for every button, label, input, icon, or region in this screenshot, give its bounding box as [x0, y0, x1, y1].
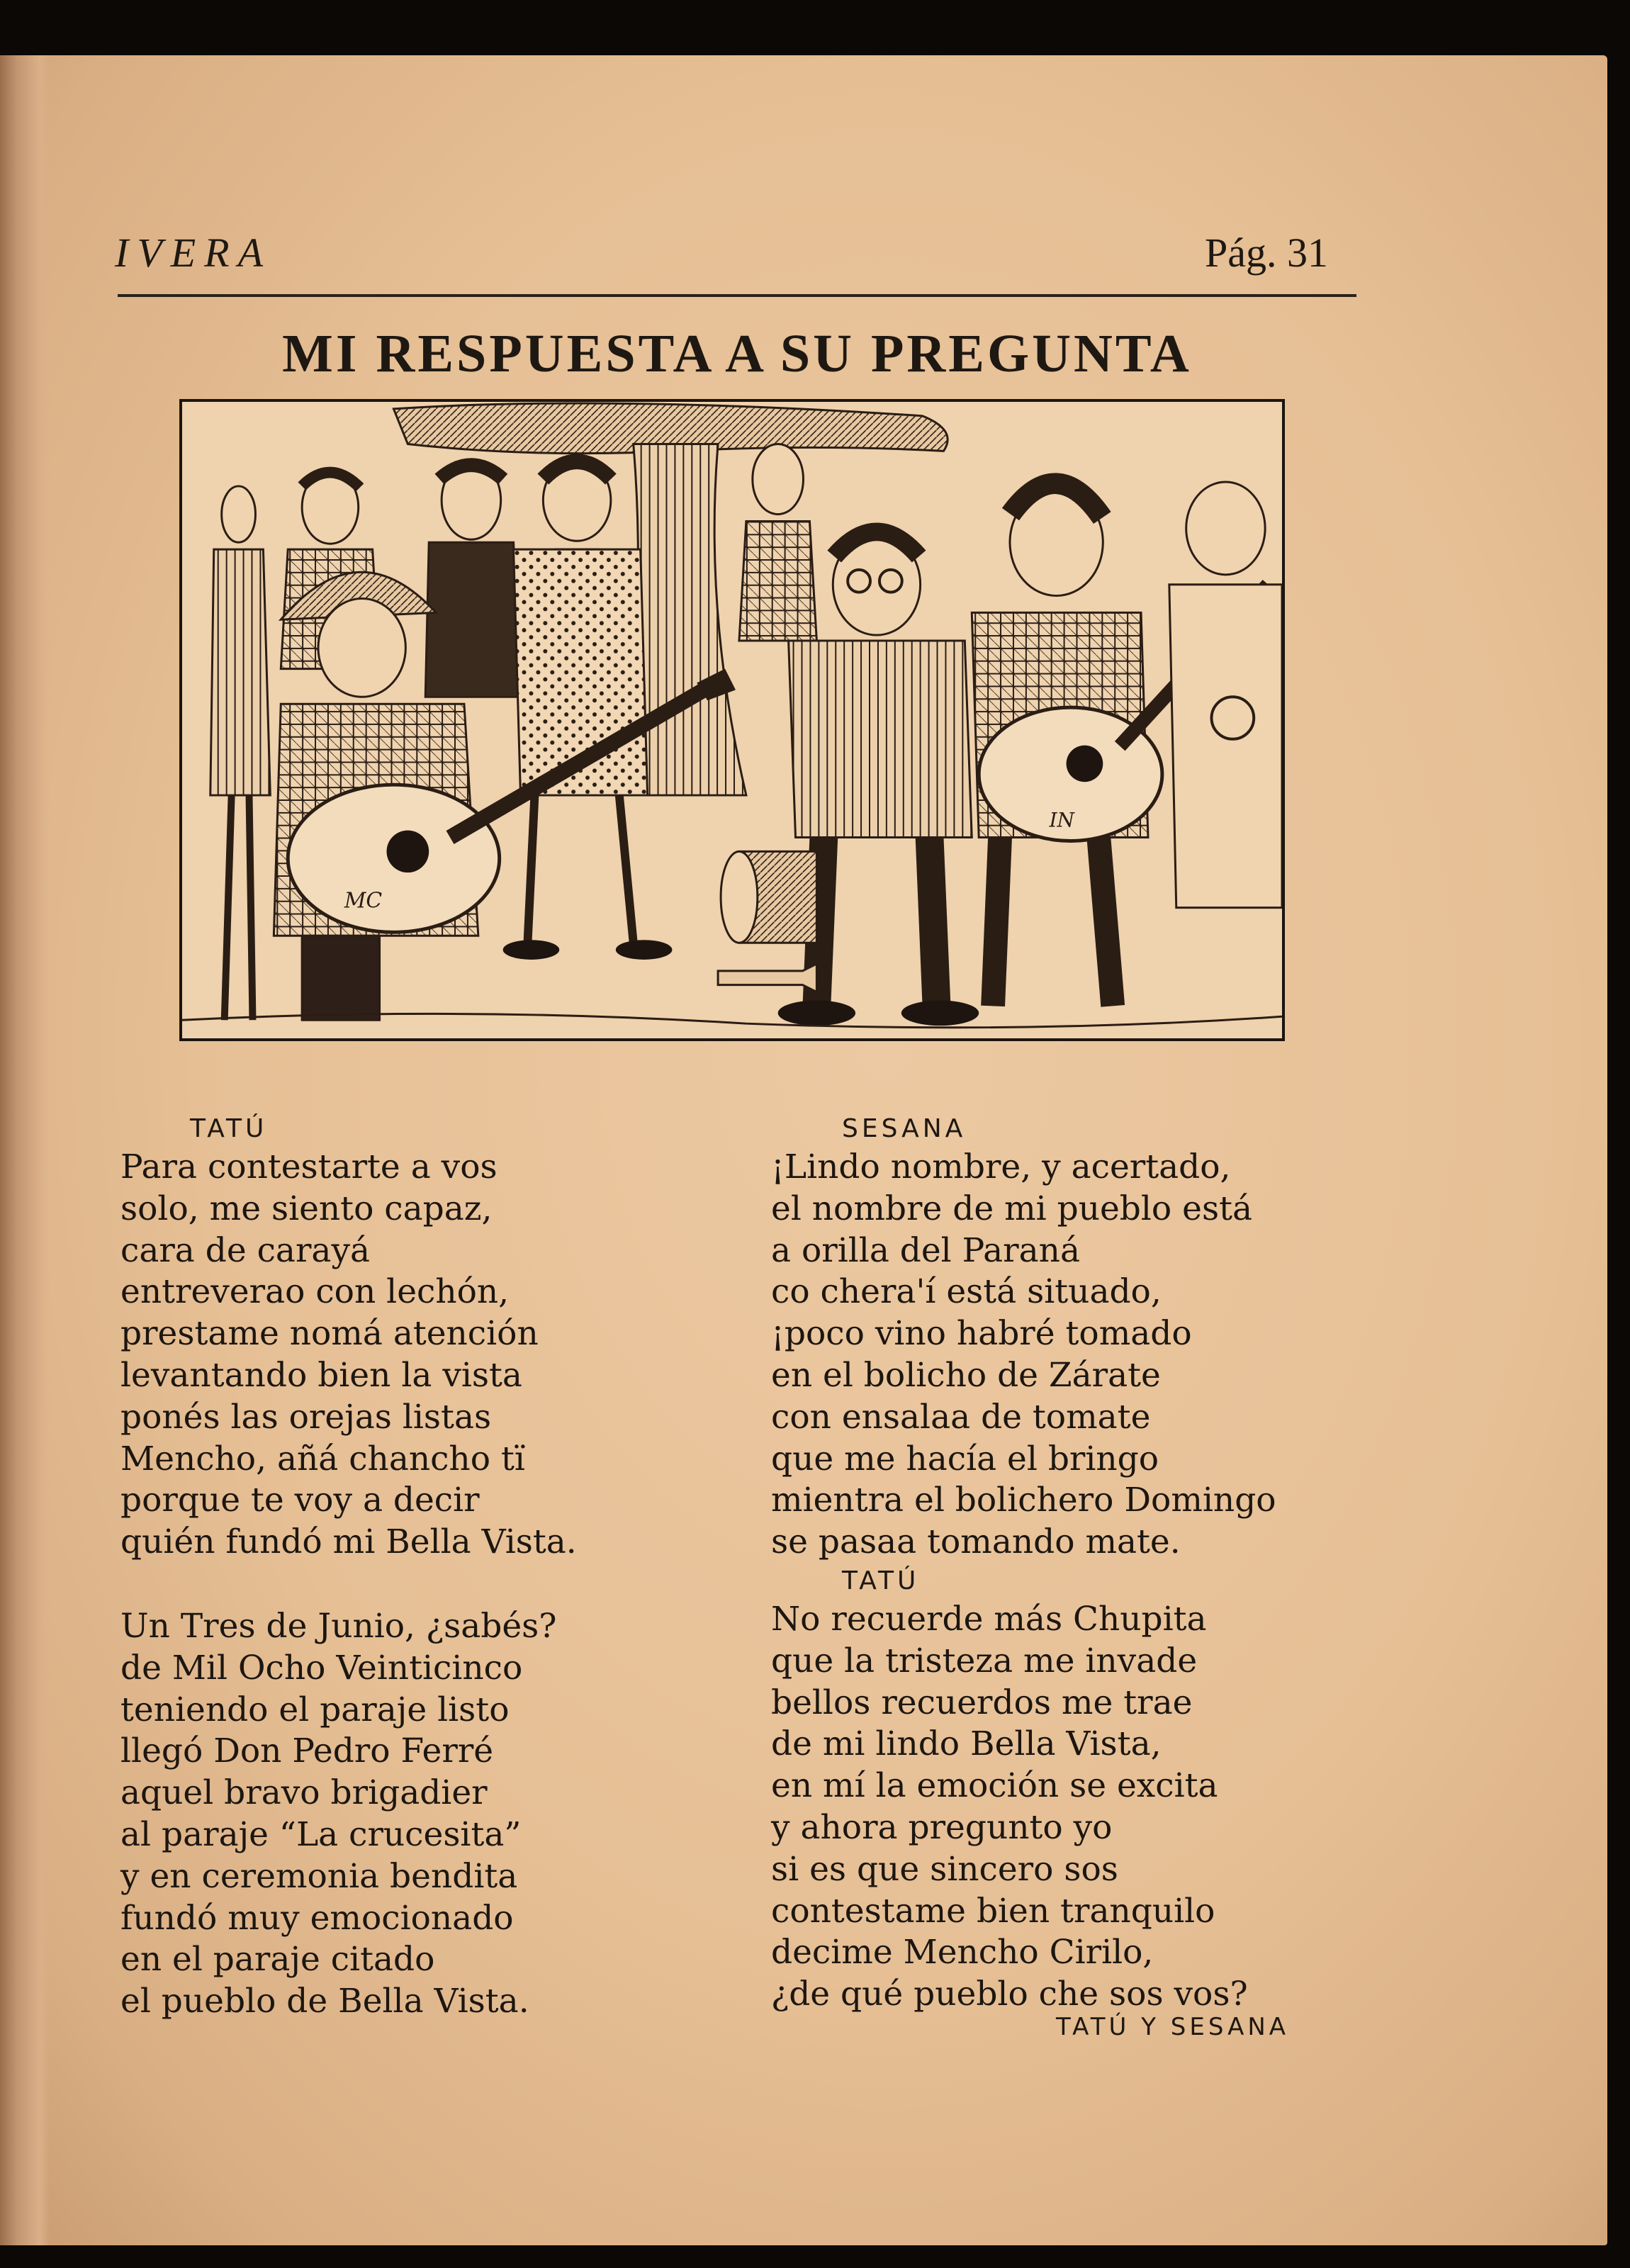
verse-line: co chera'í está situado, — [771, 1272, 1162, 1312]
verse-line: prestame nomá atención — [120, 1314, 539, 1354]
figure-back-right — [739, 444, 816, 641]
verse-line: al paraje “La crucesita” — [120, 1814, 522, 1854]
verse-line: quién fundó mi Bella Vista. — [120, 1522, 577, 1562]
verse-line: llegó Don Pedro Ferré — [120, 1731, 494, 1771]
illustration-drawing — [182, 402, 1282, 1038]
stanza — [771, 1599, 1366, 2016]
verse-line: contestame bien tranquilo — [771, 1891, 1215, 1931]
illustration-signature-mc: MC — [344, 888, 383, 914]
speaker-tatu: TATÚ — [190, 1114, 268, 1143]
speaker-sesana: SESANA — [842, 1114, 967, 1143]
verse-line: ¿de qué pueblo che sos vos? — [771, 1975, 1248, 2014]
verse-line: bellos recuerdos me trae — [771, 1683, 1193, 1722]
verse-line: solo, me siento capaz, — [120, 1189, 493, 1228]
magazine-title: IVERA — [115, 230, 272, 276]
figure-back-3 — [425, 461, 520, 697]
verse-line: el pueblo de Bella Vista. — [120, 1982, 529, 2021]
verse-line: que la tristeza me invade — [771, 1641, 1198, 1680]
verse-line: mientra el bolichero Domingo — [771, 1481, 1276, 1520]
verse-line: fundó muy emocionado — [120, 1898, 514, 1938]
verse-line: No recuerde más Chupita — [771, 1599, 1207, 1639]
verse-line: en mí la emoción se excita — [771, 1766, 1218, 1806]
verse-line: de Mil Ocho Veinticinco — [120, 1648, 523, 1688]
magazine-page — [0, 55, 1607, 2245]
verse-line: en el bolicho de Zárate — [771, 1355, 1161, 1395]
verse-line: a orilla del Paraná — [771, 1230, 1080, 1270]
page-spine-shadow — [0, 55, 50, 2245]
verse-line: y ahora pregunto yo — [771, 1807, 1113, 1847]
right-column — [771, 1111, 1366, 2016]
page-number: Pág. 31 — [1205, 230, 1328, 276]
figure-far-left — [210, 486, 271, 1020]
verse-line: de mi lindo Bella Vista, — [771, 1724, 1162, 1764]
verse-line: Mencho, añá chancho tï — [120, 1439, 525, 1478]
author-signature: TATÚ Y SESANA — [1056, 2013, 1290, 2041]
verse-line: entreverao con lechón, — [120, 1272, 510, 1312]
verse-line: porque te voy a decir — [120, 1481, 480, 1520]
verse-line: levantando bien la vista — [120, 1355, 522, 1395]
figure-right-seated — [1169, 482, 1282, 908]
verse-line: se pasaa tomando mate. — [771, 1522, 1181, 1562]
verse-line: teniendo el paraje listo — [120, 1690, 510, 1729]
speaker-tatu-2: TATÚ — [842, 1566, 920, 1595]
verse-line: ¡poco vino habré tomado — [771, 1314, 1192, 1354]
verse-line: si es que sincero sos — [771, 1849, 1118, 1889]
verse-line: con ensalaa de tomate — [771, 1397, 1151, 1437]
stanza — [771, 1147, 1366, 1564]
verse-line: en el paraje citado — [120, 1940, 435, 1980]
verse-line: cara de carayá — [120, 1230, 371, 1270]
verse-line: que me hacía el bringo — [771, 1439, 1159, 1478]
illustration — [179, 399, 1285, 1041]
verse-line: decime Mencho Cirilo, — [771, 1933, 1154, 1972]
log-and-bottle — [718, 851, 816, 992]
verse-line: Para contestarte a vos — [120, 1147, 498, 1186]
verse-line: ¡Lindo nombre, y acertado, — [771, 1147, 1231, 1186]
left-column — [120, 1111, 702, 2023]
article-title: MI RESPUESTA A SU PREGUNTA — [282, 324, 1192, 383]
verse-line: y en ceremonia bendita — [120, 1856, 518, 1896]
header-rule — [118, 294, 1356, 297]
stanza — [120, 1606, 702, 2023]
verse-line: el nombre de mi pueblo está — [771, 1189, 1252, 1228]
stanza-gap — [120, 1564, 702, 1606]
verse-line: aquel bravo brigadier — [120, 1773, 488, 1813]
verse-line: ponés las orejas listas — [120, 1397, 492, 1437]
stanza — [120, 1147, 702, 1564]
illustration-signature-in: IN — [1049, 808, 1075, 832]
verse-line: Un Tres de Junio, ¿sabés? — [120, 1606, 557, 1646]
